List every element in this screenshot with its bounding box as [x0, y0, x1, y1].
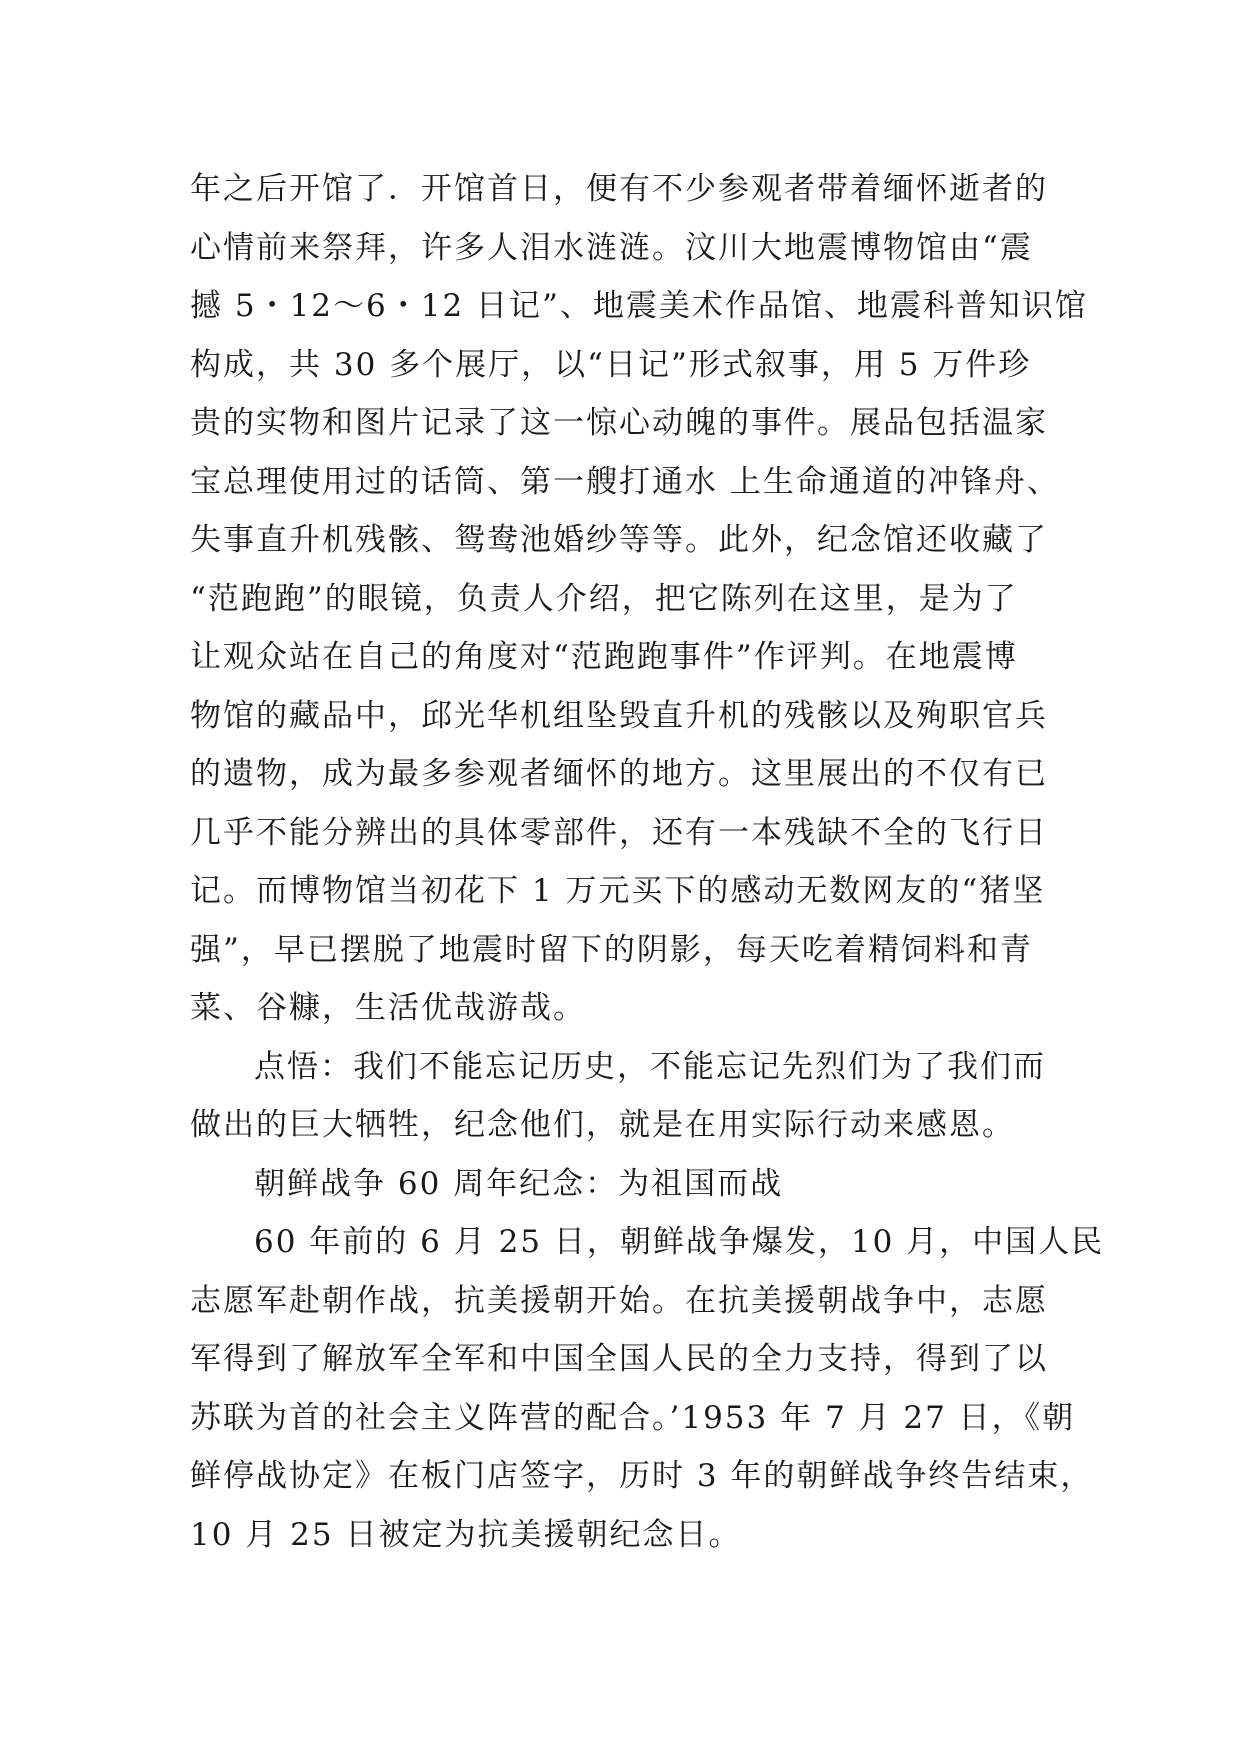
text-line: 菜、谷糠，生活优哉游哉。: [190, 990, 586, 1026]
body-text: [190, 160, 1105, 1564]
text-line: 年之后开馆了．开馆首日，便有不少参观者带着缅怀逝者的: [190, 171, 1048, 207]
text-line: 失事直升机残骸、鸳鸯池婚纱等等。此外，纪念馆还收藏了: [190, 522, 1048, 558]
text-line: 做出的巨大牺牲，纪念他们，就是在用实际行动来感恩。: [190, 1107, 1015, 1143]
paragraph-insight: 点悟：我们不能忘记历史，不能忘记先烈们为了我们而: [254, 1048, 1046, 1085]
text-line: 撼 5・12～6・12 日记”、地震美术作品馆、地震科普知识馆: [190, 288, 1088, 324]
text-line: 苏联为首的社会主义阵营的配合。’1953 年 7 月 27 日，《朝: [190, 1399, 1076, 1436]
text-line: 10 月 25 日被定为抗美援朝纪念日。: [190, 1516, 742, 1553]
text-line: 军得到了解放军全军和中国全国人民的全力支持，得到了以: [190, 1341, 1048, 1377]
text-line: 贵的实物和图片记录了这一惊心动魄的事件。展品包括温家: [190, 405, 1048, 441]
text-line: 物馆的藏品中，邱光华机组坠毁直升机的残骸以及殉职官兵: [190, 697, 1048, 734]
text-line: 的遗物，成为最多参观者缅怀的地方。这里展出的不仅有已: [190, 756, 1048, 792]
text-line: 几乎不能分辨出的具体零部件，还有一本残缺不全的飞行日: [190, 814, 1048, 851]
text-line: “范跑跑”的眼镜，负责人介绍，把它陈列在这里，是为了: [190, 580, 1018, 617]
paragraph-start: 60 年前的 6 月 25 日，朝鲜战争爆发，10 月，中国人民: [254, 1224, 1105, 1260]
text-line: 宝总理使用过的话筒、第一艘打通水 上生命通道的冲锋舟、: [190, 463, 1060, 500]
text-line: 构成，共 30 多个展厅，以“日记”形式叙事，用 5 万件珍: [190, 346, 1032, 383]
text-line: 鲜停战协定》在板门店签字，历时 3 年的朝鲜战争终告结束，: [190, 1458, 1094, 1494]
text-line: 让观众站在自己的角度对“范跑跑事件”作评判。在地震博: [190, 639, 1018, 675]
section-heading: 朝鲜战争 60 周年纪念：为祖国而战: [254, 1165, 784, 1202]
text-line: 强”，早已摆脱了地震时留下的阴影，每天吃着精饲料和青: [190, 931, 1033, 968]
text-line: 心情前来祭拜，许多人泪水涟涟。汶川大地震博物馆由“震: [190, 229, 1033, 266]
text-line: 记。而博物馆当初花下 1 万元买下的感动无数网友的“猪坚: [190, 873, 1046, 909]
text-line: 志愿军赴朝作战，抗美援朝开始。在抗美援朝战争中，志愿: [190, 1282, 1048, 1319]
